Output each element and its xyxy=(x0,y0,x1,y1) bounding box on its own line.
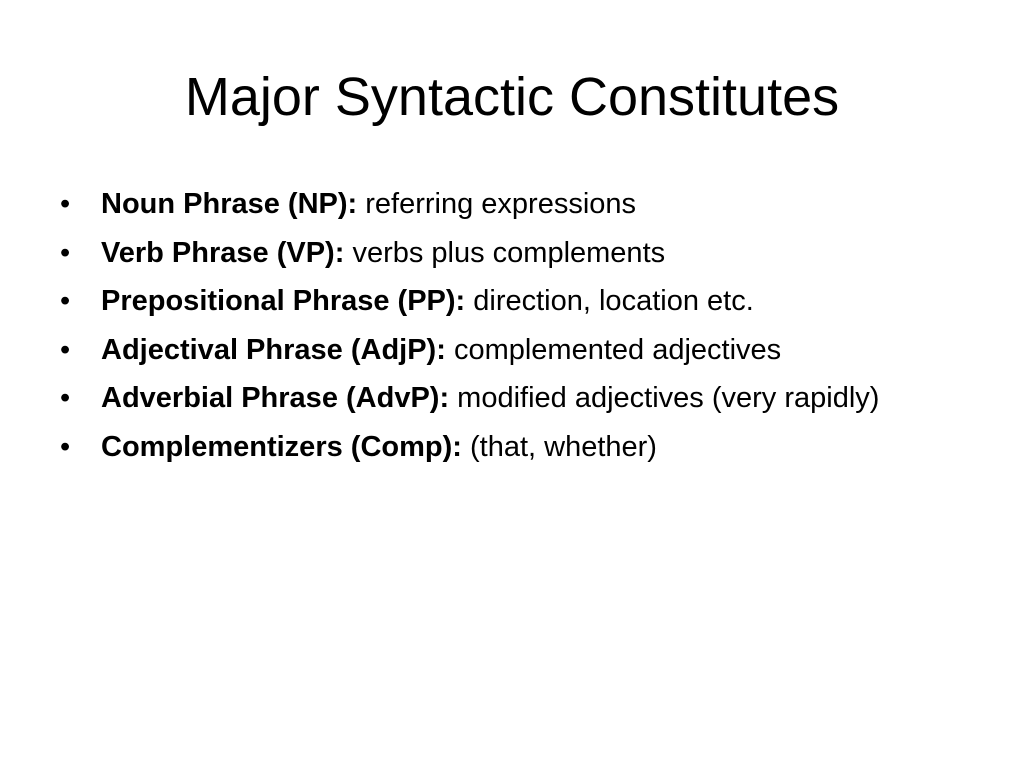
item-description: complemented adjectives xyxy=(453,333,782,366)
list-item xyxy=(60,332,930,368)
item-description: referring expressions xyxy=(365,188,637,220)
slide-title: Major Syntactic Constitutes xyxy=(184,67,840,127)
item-term: Prepositional Phrase (PP): xyxy=(101,285,466,317)
bullet-icon: • xyxy=(60,333,71,366)
bullet-icon: • xyxy=(60,285,71,317)
item-description: (that, whether) xyxy=(469,430,657,463)
bullet-list xyxy=(60,186,930,477)
list-item xyxy=(60,380,930,416)
item-description: modified adjectives (very rapidly) xyxy=(457,382,880,414)
item-term: Noun Phrase (NP): xyxy=(101,188,358,220)
list-item xyxy=(60,235,930,271)
bullet-icon: • xyxy=(60,430,71,463)
list-item xyxy=(60,186,930,222)
item-term: Complementizers (Comp): xyxy=(101,430,462,463)
bullet-icon: • xyxy=(60,382,71,414)
list-item xyxy=(60,429,930,465)
item-description: verbs plus complements xyxy=(352,236,666,269)
item-term: Adverbial Phrase (AdvP): xyxy=(101,382,450,414)
item-term: Verb Phrase (VP): xyxy=(101,236,345,269)
bullet-icon: • xyxy=(60,188,71,220)
bullet-icon: • xyxy=(60,236,71,269)
item-description: direction, location etc. xyxy=(473,285,754,317)
list-item xyxy=(60,283,930,319)
item-term: Adjectival Phrase (AdjP): xyxy=(101,333,446,366)
